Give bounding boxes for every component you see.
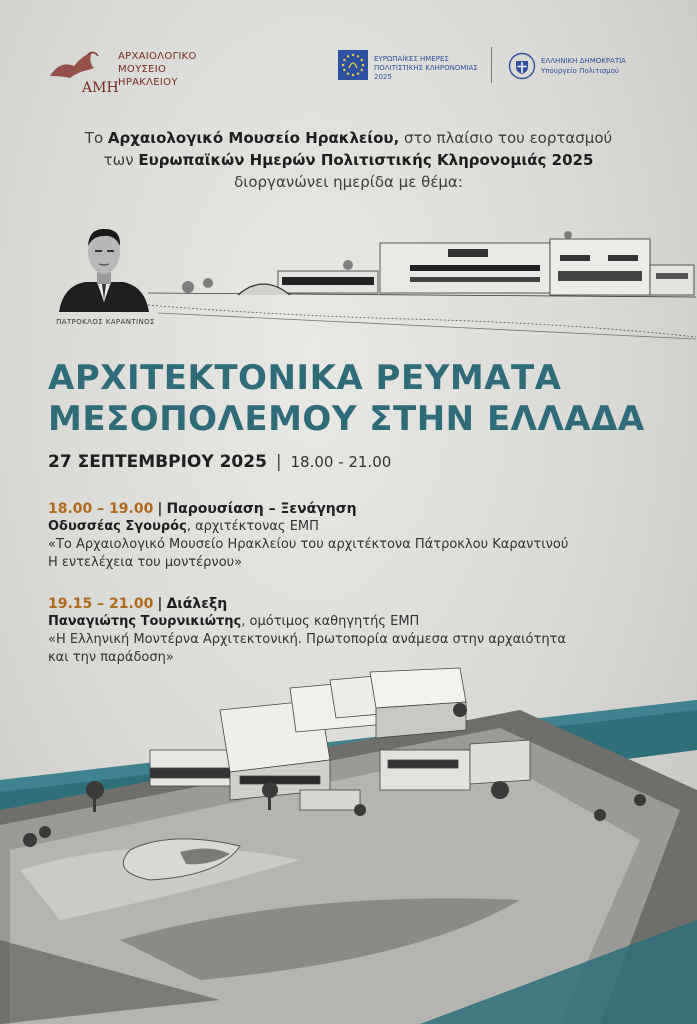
event-time: 18.00 - 21.00 [290,453,392,471]
session-speaker [48,518,688,536]
event-date: 27 ΣΕΠΤΕΜΒΡΙΟΥ 2025 [48,452,267,472]
session-topic-line2: Η εντελέχεια του μοντέρνου» [48,555,243,570]
event-date-line [48,452,391,472]
intro-line2: των Ευρωπαϊκών Ημερών Πολιτιστικής Κληρονομιάς 2025 [103,151,594,169]
gr-text-line1: ΕΛΛΗΝΙΚΗ ΔΗΜΟΚΡΑΤΙΑ [541,57,626,65]
karantinos-portrait [55,222,153,312]
museum-name-line3: ΗΡΑΚΛΕΙΟΥ [118,77,178,88]
intro-line3: διοργανώνει ημερίδα με θέμα: [234,173,463,191]
museum-logo [48,46,119,96]
museum-elevation-drawing [148,225,696,345]
gr-text-line2: Υπουργείο Πολιτισμού [541,67,619,75]
portrait-caption: ΠΑΤΡΟΚΛΟΣ ΚΑΡΑΝΤΙΝΟΣ [56,318,155,326]
session-time: 19.15 – 21.00 [48,596,154,612]
session-topic-line1: «Το Αρχαιολογικό Μουσείο Ηρακλείου του αρχιτέκτονα Πάτροκλου Καραντινού [48,537,569,552]
heritage-days-bold: Ευρωπαϊκών Ημερών Πολιτιστικής Κληρονομιάς 2025 [138,151,594,169]
session-topic-line1: «Η Ελληνική Μοντέρνα Αρχιτεκτονική. Πρωτοπορία ανάμεσα στην αρχαιότητα [48,632,566,647]
session-time: 18.00 – 19.00 [48,501,154,517]
speaker-role: , αρχιτέκτονας ΕΜΠ [186,519,319,534]
speaker-name: Οδυσσέας Σγουρός [48,519,187,534]
logo-letters-text: ΑΜΗ [82,80,119,96]
intro-line1: Το Αρχαιολογικό Μουσείο Ηρακλείου, στο πλαίσιο του εορτασμού [84,129,613,147]
speaker-name: Παναγιώτης Τουρνικιώτης [48,614,242,629]
speaker-role: , ομότιμος καθηγητής ΕΜΠ [241,614,420,629]
session-header: 18.00 – 19.00 | Παρουσίαση – Ξενάγηση [48,501,357,517]
event-title [48,358,645,440]
header-divider [491,47,492,83]
eu-heritage-days-logo [338,50,368,80]
eu-text-line2: ΠΟΛΙΤΙΣΤΙΚΗΣ ΚΛΗΡΟΝΟΜΙΑΣ [374,64,478,72]
event-title-line1: ΑΡΧΙΤΕΚΤΟΝΙΚΑ ΡΕΥΜΑΤΑ [48,358,562,398]
intro-paragraph [0,127,697,193]
hellenic-republic-text [541,56,626,76]
museum-name-line1: ΑΡΧΑΙΟΛΟΓΙΚΟ [118,51,197,62]
eu-heritage-days-text [374,55,478,82]
session-header: 19.15 – 21.00 | Διάλεξη [48,596,228,612]
hellenic-republic-emblem-icon [508,52,536,80]
session-topic-line2: και την παράδοση» [48,650,174,665]
eu-text-line1: ΕΥΡΩΠΑΪΚΕΣ ΗΜΕΡΕΣ [374,55,449,63]
museum-name [118,50,197,89]
event-title-line2: ΜΕΣΟΠΟΛΕΜΟΥ ΣΤΗΝ ΕΛΛΑΔΑ [48,399,645,439]
museum-name-bold: Αρχαιολογικό Μουσείο Ηρακλείου, [107,129,400,147]
museum-model-photo [0,640,697,1024]
museum-name-line2: ΜΟΥΣΕΙΟ [118,64,167,75]
eu-stars-icon [338,50,368,80]
session-type: Διάλεξη [166,596,228,612]
session-speaker [48,613,688,631]
session-type: Παρουσίαση – Ξενάγηση [166,501,357,517]
date-separator: | [275,452,282,472]
program-session [48,500,688,572]
eu-text-line3: 2025 [374,73,392,81]
